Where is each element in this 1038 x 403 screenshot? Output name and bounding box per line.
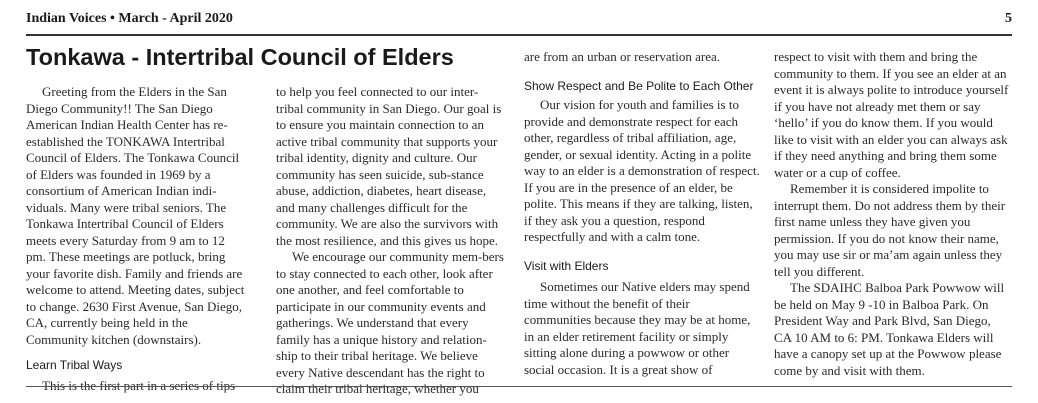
article-paragraph: respect to visit with them and bring the community to them. If you see an elder at an event it is always polite to introduce yourself if you have not already met them or say ‘hello’ if you do know them. If you would like to visit with an elder you can always ask if they need anything and bring them some water or a cup of coffee.: [774, 49, 1009, 180]
article-paragraph: We encourage our community mem-bers to stay connected to each other, look after one another, and feel comfortable to participate in our community events and gatherings. We understand that every family has a unique history and relation-ship to their tribal heritage. We believe every Native descendant has the right to claim their tribal heritage, whether you: [276, 249, 504, 396]
article-column-2: [276, 84, 504, 398]
article-paragraph: The SDAIHC Balboa Park Powwow will be held on May 9 -10 in Balboa Park. On President Way and Park Blvd, San Diego, CA 10 AM to 6: PM. Tonkawa Elders will have a canopy set up at the Powwow please come by and visit with them.: [774, 280, 1005, 378]
article-column-4: [774, 49, 1010, 379]
section-heading-show-respect: Show Respect and Be Polite to Each Other: [524, 78, 754, 93]
article-title: Tonkawa - Intertribal Council of Elders: [26, 44, 454, 70]
article-column-3: [524, 49, 760, 378]
publication-line: Indian Voices • March - April 2020: [26, 11, 233, 26]
article-paragraph: Sometimes our Native elders may spend time without the benefit of their communities because they may be at home, in an elder retirement facility or simply sitting alone during a powwow or other social occasion. It is a great show of: [524, 279, 751, 377]
article-paragraph: are from an urban or reservation area.: [524, 49, 720, 64]
page-number: 5: [1005, 11, 1012, 26]
page-header: [26, 8, 1012, 36]
article-paragraph: Remember it is considered impolite to interrupt them. Do not address them by their first name unless they have given you permission. If you do not know their name, you may use sir or ma’am again unless they tell you different.: [774, 181, 1006, 279]
article-paragraph: Our vision for youth and families is to provide and demonstrate respect for each other, regardless of tribal affiliation, age, gender, or sexual identity. Acting in a polite way to an elder is a demonstration of respect. If you are in the presence of an elder, be polite. This means if they are talking, listen, if they ask you a question, respond respectfully and with a calm tone.: [524, 97, 760, 244]
section-heading-visit-with-elders: Visit with Elders: [524, 258, 609, 273]
footer-divider: [26, 386, 1012, 387]
article-paragraph: Greeting from the Elders in the San Diego Community!! The San Diego American Indian Health Center has re-established the TONKAWA Intertribal Council of Elders. The Tonkawa Council of Elders was founded in 1969 by a consortium of American Indian indi-viduals. Many were tribal seniors. The Tonkawa Intertribal Council of Elders meets every Saturday from 9 am to 12 pm. These meetings are potluck, bring your favorite dish. Family and friends are welcome to attend. Meeting dates, subject to change. 2630 First Avenue, San Diego, CA, currently being held in the Community kitchen (downstairs).: [26, 84, 245, 347]
section-heading-learn-tribal-ways: Learn Tribal Ways: [26, 358, 123, 372]
article-column-1: [26, 84, 248, 394]
article-paragraph: to help you feel connected to our inter-tribal community in San Diego. Our goal is to ensure you maintain connection to an active tribal community that supports your tribal identity, dignity and culture. Our community has seen suicide, sub-stance abuse, addiction, diabetes, heart disease, and many challenges difficult for the community. We are also the survivors with the most resilience, and this gives us hope.: [276, 84, 502, 248]
article-paragraph: This is the first part in a series of tips: [42, 377, 236, 393]
